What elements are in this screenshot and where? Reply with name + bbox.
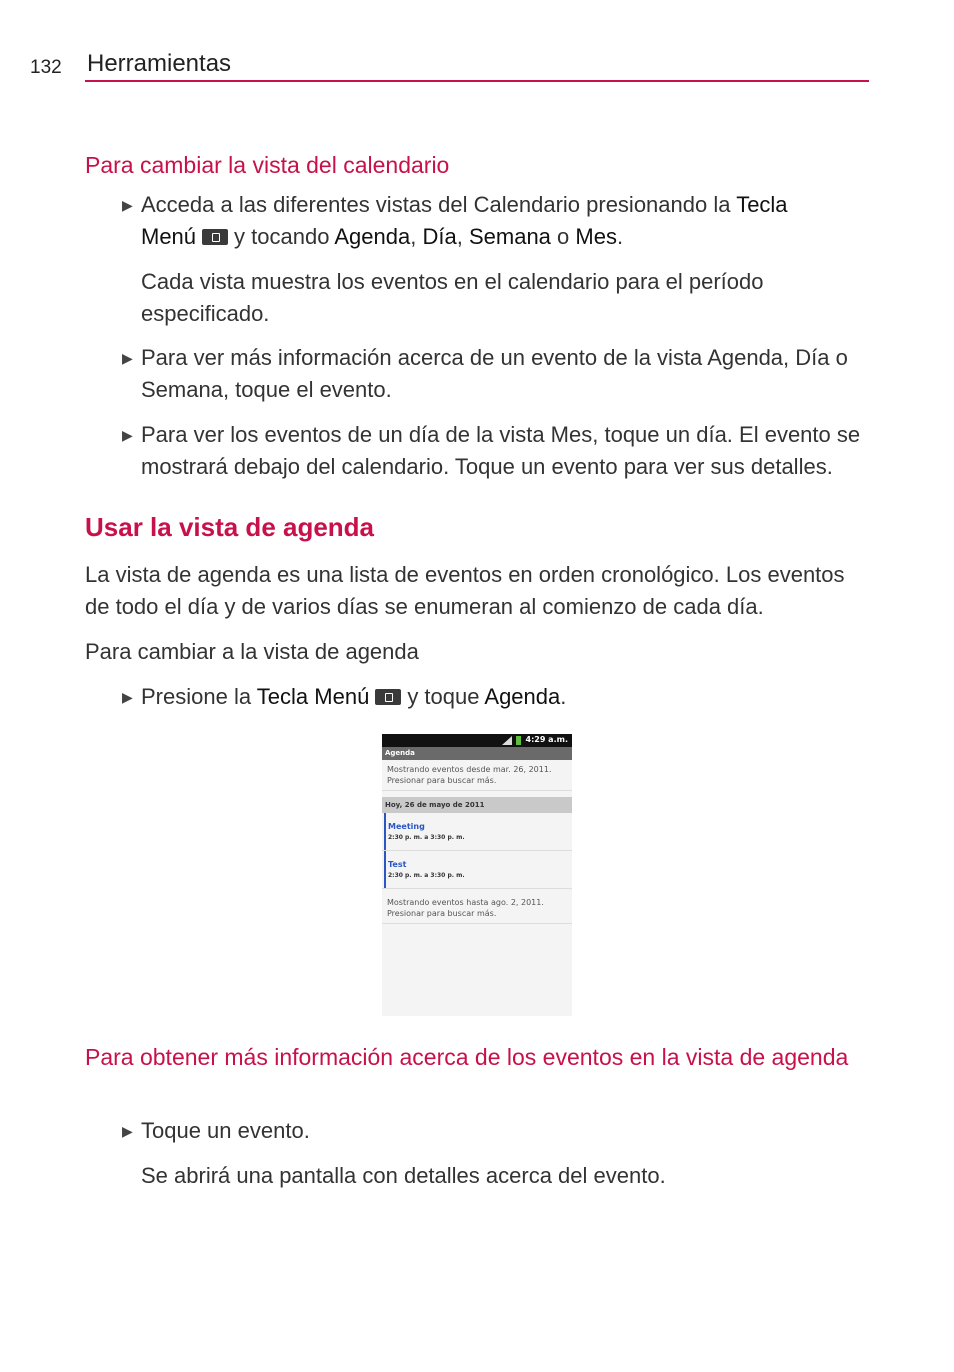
bullet-month-view: Para ver los eventos de un día de la vista Mes, toque un día. El evento se mostrará debajo del calendario. Toque un evento para ver sus detalles.: [141, 422, 861, 479]
event-name: Meeting: [388, 822, 425, 831]
header-rule: [85, 80, 869, 82]
note-event-details: Se abrirá una pantalla con detalles acerca del evento.: [141, 1163, 666, 1188]
agenda-intro: La vista de agenda es una lista de eventos en orden cronológico. Los eventos de todo el día y de varios días se enumeran al comienzo de cada día.: [85, 562, 845, 619]
section-title-event-details: Para obtener más información acerca de los eventos en la vista de agenda: [85, 1044, 849, 1070]
section-title-change-view: Para cambiar la vista del calendario: [85, 152, 450, 178]
battery-icon: [516, 736, 521, 745]
day-header: Hoy, 26 de mayo de 2011: [382, 797, 572, 813]
agenda-screenshot: [382, 734, 572, 1016]
bullet-more-info: Para ver más información acerca de un evento de la vista Agenda, Día o Semana, toque el evento.: [141, 345, 848, 402]
event-name: Test: [388, 860, 407, 869]
triangle-right-icon: ▶: [122, 427, 133, 443]
triangle-right-icon: ▶: [122, 350, 133, 366]
menu-key-icon: [202, 229, 228, 245]
bullet-tap-event: Toque un evento.: [141, 1118, 310, 1143]
event-time: 2:30 p. m. a 3:30 p. m.: [388, 834, 465, 841]
status-bar: [382, 734, 572, 747]
event-time: 2:30 p. m. a 3:30 p. m.: [388, 872, 465, 879]
load-earlier-row[interactable]: Mostrando eventos desde mar. 26, 2011. Presionar para buscar más.: [382, 760, 572, 791]
event-item[interactable]: [382, 813, 572, 851]
section-title-agenda: Usar la vista de agenda: [85, 512, 375, 542]
triangle-right-icon: ▶: [122, 689, 133, 705]
chapter-title: Herramientas: [87, 50, 232, 77]
event-item[interactable]: [382, 851, 572, 889]
note-views: Cada vista muestra los eventos en el calendario para el período especificado.: [141, 269, 764, 326]
status-time: 4:29 a.m.: [525, 735, 568, 744]
triangle-right-icon: ▶: [122, 1123, 133, 1139]
app-title-bar: Agenda: [382, 747, 572, 760]
signal-icon: [502, 736, 512, 745]
menu-key-icon: [375, 689, 401, 705]
triangle-right-icon: ▶: [122, 197, 133, 213]
bullet-views: Acceda a las diferentes vistas del Calendario presionando la Tecla Menú y tocando Agenda, Día, Semana o Mes.: [141, 192, 788, 249]
page-number: 132: [30, 57, 62, 78]
load-later-row[interactable]: Mostrando eventos hasta ago. 2, 2011. Presionar para buscar más.: [382, 889, 572, 924]
agenda-lead: Para cambiar a la vista de agenda: [85, 639, 419, 664]
bullet-switch-agenda: Presione la Tecla Menú y toque Agenda.: [141, 684, 567, 709]
